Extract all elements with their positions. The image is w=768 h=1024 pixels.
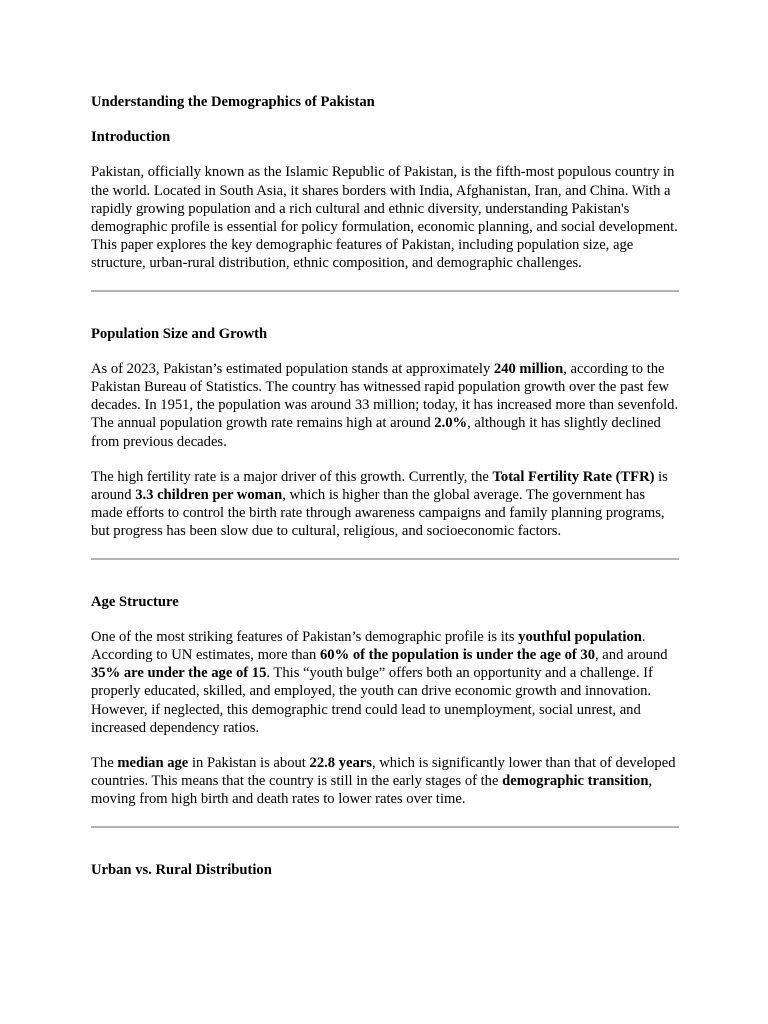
paragraph: [91, 468, 679, 541]
text-run: in Pakistan is about: [188, 755, 310, 772]
bold-text-run: 60% of the population is under the age of 30: [319, 647, 595, 664]
section-divider: [91, 558, 679, 560]
text-run: , which is significantly lower than that of developed countries. This means that the country is still in the early stages of the: [91, 755, 676, 790]
section-divider: [91, 826, 679, 828]
text-run: , and around: [595, 647, 668, 664]
text-run: is around: [91, 468, 668, 504]
bold-text-run: median age: [117, 755, 189, 772]
paragraph: [91, 360, 679, 451]
section-heading: Urban vs. Rural Distribution: [91, 861, 272, 878]
document-page: [91, 93, 679, 896]
bold-text-run: Total Fertility Rate (TFR): [492, 468, 655, 485]
bold-text-run: youthful population: [518, 628, 642, 645]
bold-text-run: 240 million: [493, 360, 564, 377]
section-heading: Age Structure: [91, 593, 179, 610]
section-heading: Population Size and Growth: [91, 325, 268, 342]
bold-text-run: 22.8 years: [309, 755, 372, 772]
bold-text-run: 3.3 children per woman: [135, 487, 283, 504]
section-divider: [91, 290, 679, 292]
text-run: One of the most striking features of Pakistan’s demographic profile is its: [91, 628, 519, 645]
text-run: Pakistan, officially known as the Islamic Republic of Pakistan, is the fifth-most populous country in the world. Located in South Asia, it shares borders with India, Afghanistan, Iran, and China. With a rapidly growing population and a rich cultural and ethnic diversity, understanding Pakistan's demographic profile is essential for policy formulation, economic planning, and social development. This paper explores the key demographic features of Pakistan, including population size, age structure, urban-rural distribution, ethnic composition, and demographic challenges.: [91, 164, 678, 272]
section-urban-rural: [91, 861, 679, 879]
paragraph: [91, 163, 679, 272]
text-run: , although it has slightly declined from previous decades.: [91, 415, 661, 450]
paragraph: [91, 628, 679, 737]
section-introduction: [91, 128, 679, 272]
text-run: . This “youth bulge” offers both an opportunity and a challenge. If properly educated, skilled, and employed, the youth can drive economic growth and innovation. However, if neglected, this demographic trend could lead to unemployment, social unrest, and increased dependency ratios.: [91, 665, 653, 736]
text-run: , which is higher than the global average. The government has made efforts to control the birth rate through awareness campaigns and family planning programs, but progress has been slow due to cultural, religious, and socioeconomic factors.: [91, 487, 665, 540]
text-run: The: [91, 755, 118, 772]
text-run: , according to the Pakistan Bureau of Statistics. The country has witnessed rapid population growth over the past few decades. In 1951, the population was around 33 million; today, it has increased more than sevenfold. The annual population growth rate remains high at around: [91, 360, 679, 432]
section-age-structure: [91, 593, 679, 809]
section-population-size: [91, 325, 679, 541]
bold-text-run: demographic transition: [502, 773, 649, 790]
text-run: , moving from high birth and death rates to lower rates over time.: [91, 773, 653, 808]
text-run: As of 2023, Pakistan’s estimated population stands at approximately: [91, 360, 494, 377]
bold-text-run: 35% are under the age of 15: [91, 665, 267, 682]
document-title: Understanding the Demographics of Pakistan: [91, 94, 375, 110]
text-run: . According to UN estimates, more than: [91, 628, 646, 664]
section-heading: Introduction: [91, 129, 171, 146]
text-run: The high fertility rate is a major driver of this growth. Currently, the: [91, 468, 493, 485]
bold-text-run: 2.0%: [434, 415, 468, 432]
paragraph: [91, 754, 679, 809]
